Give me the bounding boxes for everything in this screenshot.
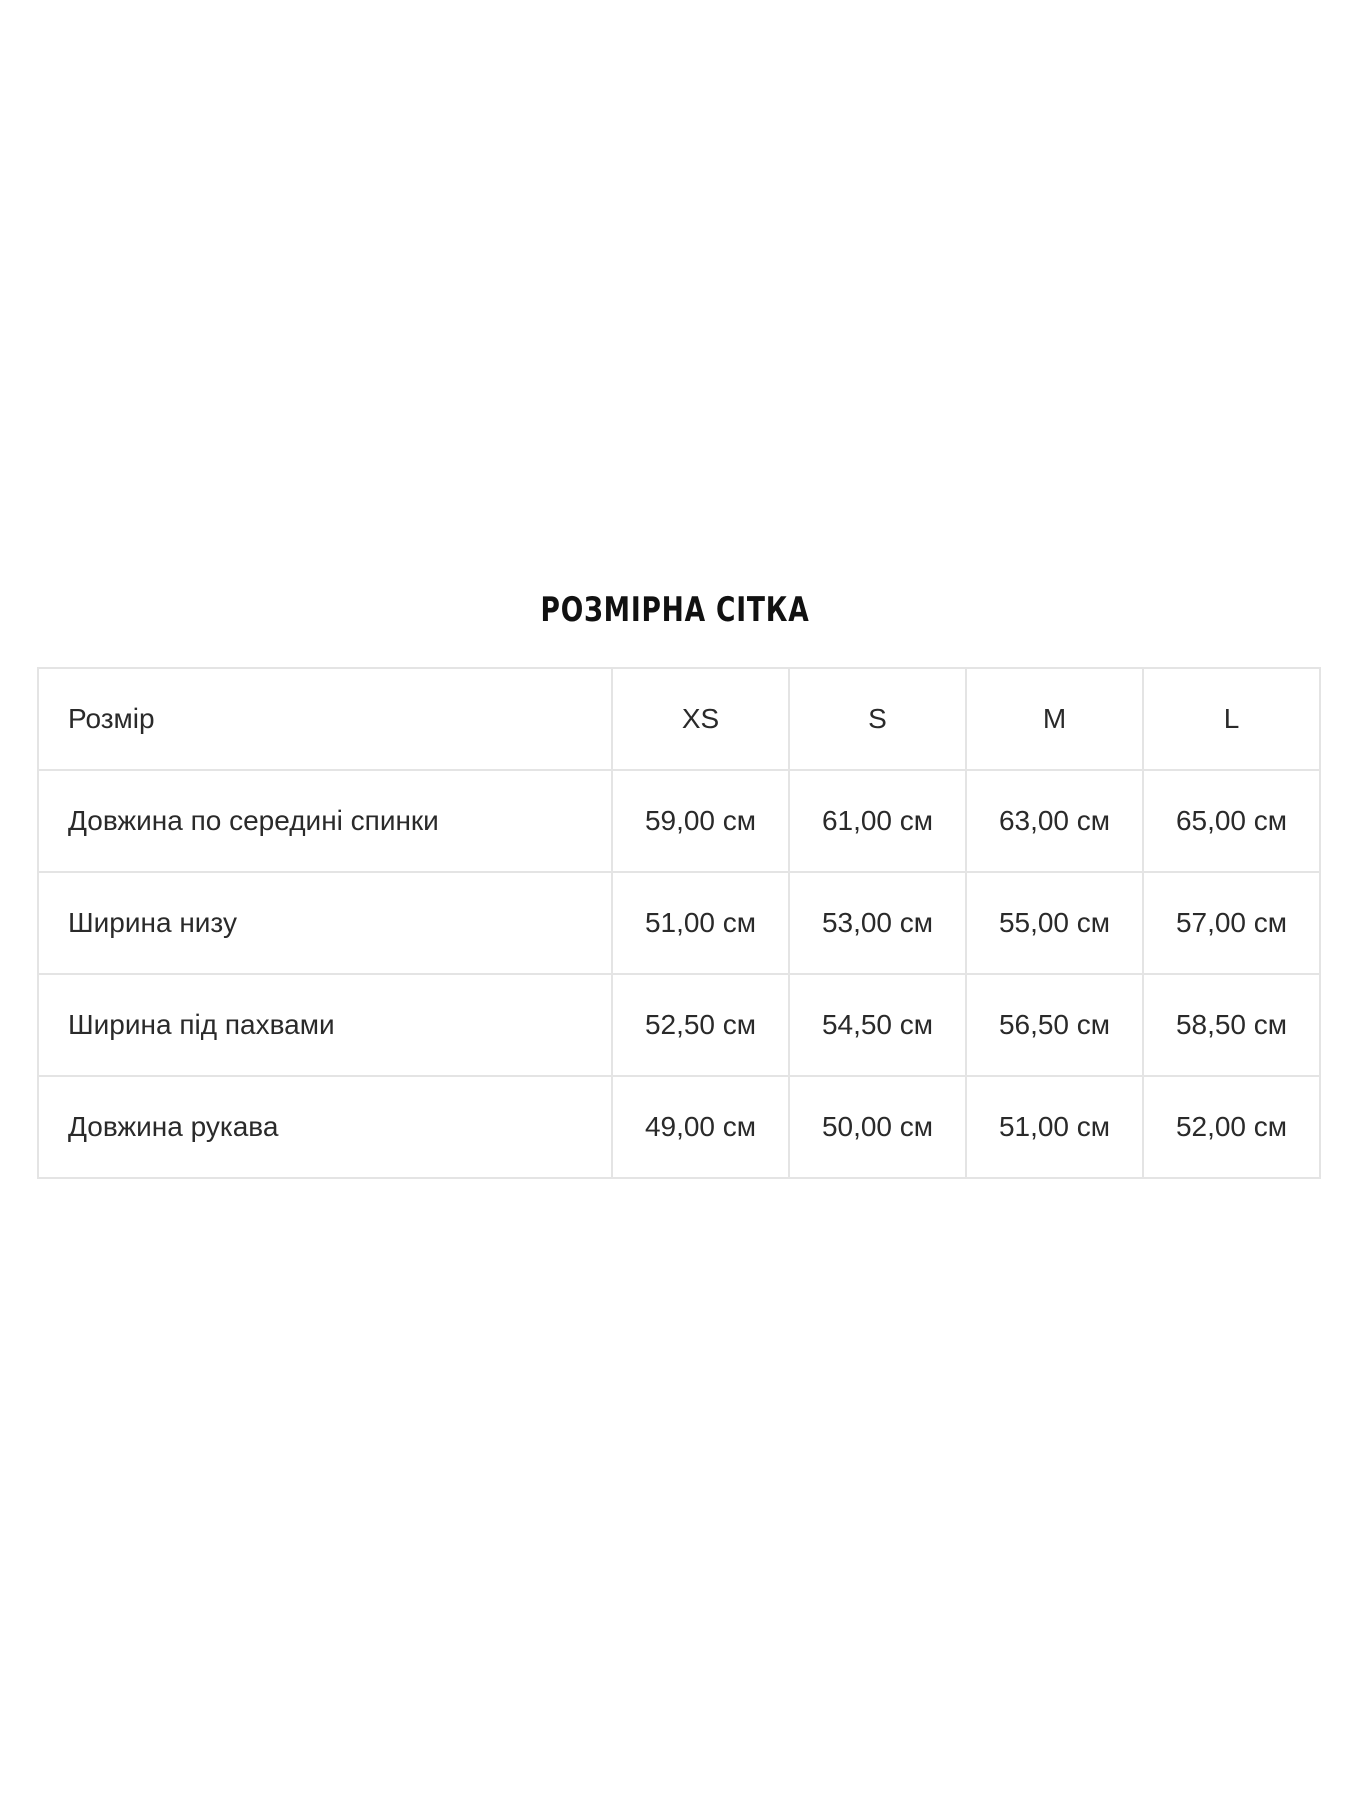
- table-row: [38, 1076, 1320, 1178]
- header-cell-s: S: [789, 668, 966, 770]
- table-cell: 59,00 см: [612, 770, 789, 872]
- table-cell: 50,00 см: [789, 1076, 966, 1178]
- row-label: Довжина по середині спинки: [38, 770, 612, 872]
- table-cell: 63,00 см: [966, 770, 1143, 872]
- table-cell: 54,50 см: [789, 974, 966, 1076]
- table-cell: 57,00 см: [1143, 872, 1320, 974]
- header-cell-l: L: [1143, 668, 1320, 770]
- table-cell: 52,50 см: [612, 974, 789, 1076]
- table-row: [38, 770, 1320, 872]
- table-row: [38, 872, 1320, 974]
- header-cell-m: M: [966, 668, 1143, 770]
- table-cell: 61,00 см: [789, 770, 966, 872]
- table-cell: 56,50 см: [966, 974, 1143, 1076]
- page-title: РОЗМІРНА СІТКА: [540, 590, 810, 630]
- row-label: Ширина під пахвами: [38, 974, 612, 1076]
- table-cell: 51,00 см: [612, 872, 789, 974]
- table-cell: 65,00 см: [1143, 770, 1320, 872]
- header-cell-xs: XS: [612, 668, 789, 770]
- table-row: [38, 974, 1320, 1076]
- row-label: Довжина рукава: [38, 1076, 612, 1178]
- size-chart-table: [37, 667, 1321, 1179]
- header-cell-size: Розмір: [38, 668, 612, 770]
- table-cell: 55,00 см: [966, 872, 1143, 974]
- table-cell: 49,00 см: [612, 1076, 789, 1178]
- row-label: Ширина низу: [38, 872, 612, 974]
- table-cell: 58,50 см: [1143, 974, 1320, 1076]
- table-header-row: [38, 668, 1320, 770]
- table-cell: 53,00 см: [789, 872, 966, 974]
- table-cell: 52,00 см: [1143, 1076, 1320, 1178]
- table-cell: 51,00 см: [966, 1076, 1143, 1178]
